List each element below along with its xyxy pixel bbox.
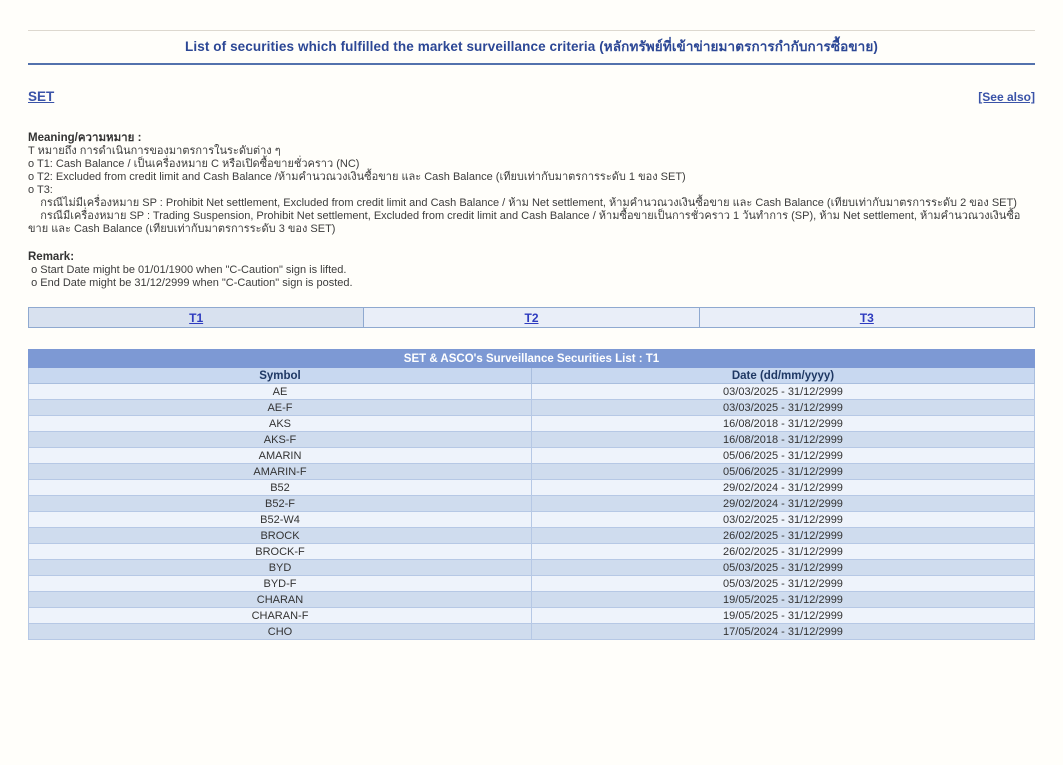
meaning-lines xyxy=(28,145,1035,236)
table-title: SET & ASCO's Surveillance Securities List : T1 xyxy=(29,350,1035,368)
symbol-cell: AMARIN-F xyxy=(29,464,532,480)
date-cell: 16/08/2018 - 31/12/2999 xyxy=(532,416,1035,432)
see-also-link[interactable]: [See also] xyxy=(978,90,1035,104)
table-row xyxy=(29,496,1035,512)
table-row xyxy=(29,416,1035,432)
meaning-line: o T1: Cash Balance / เป็นเครื่องหมาย C หรือเปิดซื้อขายชั่วคราว (NC) xyxy=(28,158,360,170)
meaning-line: กรณีไม่มีเครื่องหมาย SP : Prohibit Net settlement, Excluded from credit limit and Cash Balance / ห้าม Net settlement, ห้ามคำนวณวงเงินซื้อขาย และ Cash Balance (เทียบเท่ากับมาตรการระดับ 2 ของ SET) xyxy=(28,197,1017,209)
table-row xyxy=(29,384,1035,400)
date-cell: 05/06/2025 - 31/12/2999 xyxy=(532,464,1035,480)
tab-t3[interactable] xyxy=(699,308,1034,328)
date-cell: 19/05/2025 - 31/12/2999 xyxy=(532,592,1035,608)
date-cell: 05/03/2025 - 31/12/2999 xyxy=(532,560,1035,576)
table-title-row xyxy=(29,350,1035,368)
symbol-cell: BROCK xyxy=(29,528,532,544)
page-title: List of securities which fulfilled the market surveillance criteria (หลักทรัพย์ที่เข้าข่ายมาตรการกำกับการซื้อขาย) xyxy=(185,39,878,54)
date-cell: 29/02/2024 - 31/12/2999 xyxy=(532,480,1035,496)
date-cell: 26/02/2025 - 31/12/2999 xyxy=(532,544,1035,560)
column-header-date: Date (dd/mm/yyyy) xyxy=(532,368,1035,384)
symbol-cell: CHARAN xyxy=(29,592,532,608)
tab-t2[interactable] xyxy=(364,308,699,328)
symbol-cell: B52 xyxy=(29,480,532,496)
table-row xyxy=(29,448,1035,464)
date-cell: 03/02/2025 - 31/12/2999 xyxy=(532,512,1035,528)
symbol-cell: AE-F xyxy=(29,400,532,416)
table-row xyxy=(29,576,1035,592)
symbol-cell: BROCK-F xyxy=(29,544,532,560)
date-cell: 16/08/2018 - 31/12/2999 xyxy=(532,432,1035,448)
meaning-line: o T2: Excluded from credit limit and Cash Balance /ห้ามคำนวณวงเงินซื้อขาย และ Cash Balance (เทียบเท่ากับมาตรการระดับ 1 ของ SET) xyxy=(28,171,686,183)
table-row xyxy=(29,544,1035,560)
remark-section xyxy=(28,251,1035,290)
tab-link-t3[interactable]: T3 xyxy=(859,310,874,325)
symbol-cell: AKS-F xyxy=(29,432,532,448)
table-row xyxy=(29,480,1035,496)
date-cell: 03/03/2025 - 31/12/2999 xyxy=(532,400,1035,416)
links-row xyxy=(28,89,1035,104)
date-cell: 19/05/2025 - 31/12/2999 xyxy=(532,608,1035,624)
tab-t1[interactable] xyxy=(29,308,364,328)
symbol-cell: AMARIN xyxy=(29,448,532,464)
symbol-cell: BYD-F xyxy=(29,576,532,592)
remark-line: o End Date might be 31/12/2999 when "C-Caution" sign is posted. xyxy=(28,277,353,289)
table-row xyxy=(29,592,1035,608)
symbol-cell: BYD xyxy=(29,560,532,576)
surveillance-table xyxy=(28,349,1035,640)
date-cell: 03/03/2025 - 31/12/2999 xyxy=(532,384,1035,400)
table-row xyxy=(29,528,1035,544)
symbol-cell: AKS xyxy=(29,416,532,432)
meaning-line: กรณีมีเครื่องหมาย SP : Trading Suspension, Prohibit Net settlement, Excluded from credit limit and Cash Balance / ห้ามซื้อขายเป็นการชั่วคราว 1 วันทำการ (SP), ห้าม Net settlement, ห้ามคำนวณวงเงินซื้อขาย และ Cash Balance (เทียบเท่ากับมาตรการระดับ 3 ของ SET) xyxy=(28,210,1021,235)
date-cell: 05/03/2025 - 31/12/2999 xyxy=(532,576,1035,592)
remark-lines xyxy=(28,264,1035,290)
meaning-line: T หมายถึง การดำเนินการของมาตรการในระดับต่าง ๆ xyxy=(28,145,281,157)
title-underline xyxy=(28,63,1035,65)
meaning-line: o T3: xyxy=(28,184,53,196)
meaning-section xyxy=(28,132,1035,236)
meaning-heading: Meaning/ความหมาย : xyxy=(28,132,142,144)
date-cell: 17/05/2024 - 31/12/2999 xyxy=(532,624,1035,640)
tab-bar xyxy=(28,307,1035,328)
table-row xyxy=(29,464,1035,480)
symbol-cell: CHARAN-F xyxy=(29,608,532,624)
table-row xyxy=(29,608,1035,624)
table-row xyxy=(29,432,1035,448)
date-cell: 05/06/2025 - 31/12/2999 xyxy=(532,448,1035,464)
tab-row xyxy=(29,308,1035,328)
symbol-cell: B52-F xyxy=(29,496,532,512)
column-header-symbol: Symbol xyxy=(29,368,532,384)
tab-link-t2[interactable]: T2 xyxy=(524,310,539,325)
table-header-row xyxy=(29,368,1035,384)
set-link[interactable]: SET xyxy=(28,89,55,104)
remark-heading: Remark: xyxy=(28,251,75,263)
table-row xyxy=(29,560,1035,576)
symbol-cell: AE xyxy=(29,384,532,400)
date-cell: 29/02/2024 - 31/12/2999 xyxy=(532,496,1035,512)
table-row xyxy=(29,624,1035,640)
remark-line: o Start Date might be 01/01/1900 when "C-Caution" sign is lifted. xyxy=(28,264,347,276)
symbol-cell: CHO xyxy=(29,624,532,640)
date-cell: 26/02/2025 - 31/12/2999 xyxy=(532,528,1035,544)
table-row xyxy=(29,512,1035,528)
table-row xyxy=(29,400,1035,416)
tab-link-t1[interactable]: T1 xyxy=(189,310,204,325)
page xyxy=(0,30,1063,640)
symbol-cell: B52-W4 xyxy=(29,512,532,528)
